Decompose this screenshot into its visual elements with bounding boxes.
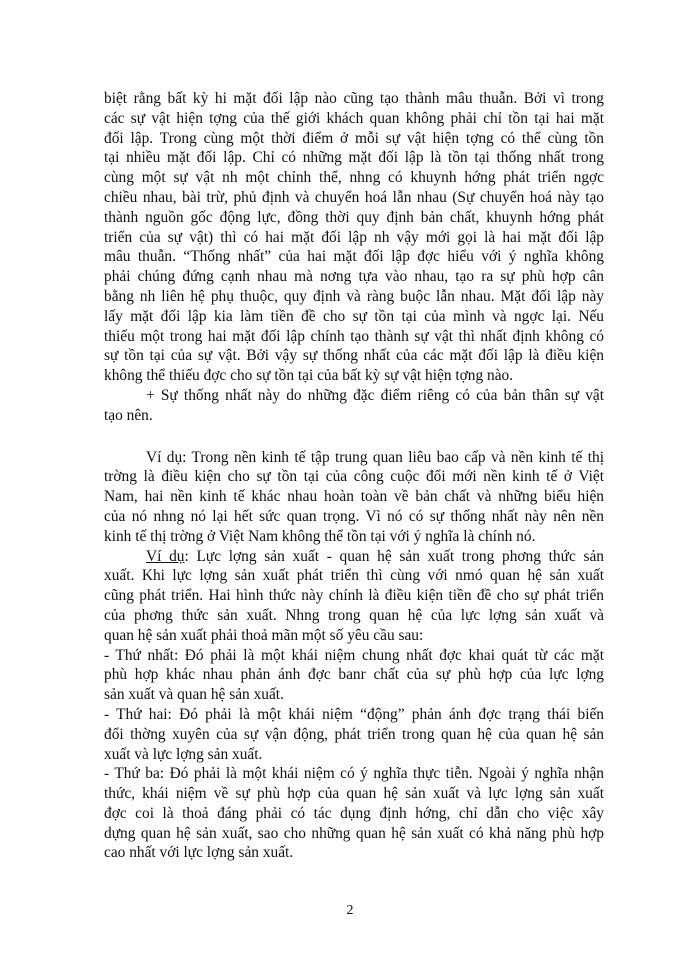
text-line: quan hệ sản xuất phải thoả mãn một số yêu cầu sau: xyxy=(104,626,424,644)
text-line: đợc coi là thoả đáng phải có tác dụng định hớng, chỉ dẫn cho việc xây xyxy=(104,804,604,822)
text-line xyxy=(104,547,604,567)
text-line: cũng phát triển. Hai hình thức này chính là điều kiện tiền đề cho sự phát triển xyxy=(104,587,604,605)
text-line: Nam, hai nền kinh tế khác nhau hoàn toàn về bản chất và những biểu hiện xyxy=(104,488,604,506)
paragraph-2 xyxy=(104,386,604,426)
text-line: cao nhất với lực lợng sản xuất. xyxy=(104,844,294,862)
paragraph-1 xyxy=(104,89,604,386)
text-line: lấy mặt đối lập kia làm tiền đề cho sự tồn tại của mình và ngợc lại. Nếu xyxy=(104,307,604,325)
text-line: chiều nhau, bài trừ, phủ định và chuyển hoá lẫn nhau (Sự chuyển hoá này tạo xyxy=(104,188,604,206)
text-line: + Sự thống nhất này do những đặc điểm riêng có của bản thân sự vật xyxy=(146,386,604,404)
text-line: - Thứ nhất: Đó phải là một khái niệm chung nhất đợc khai quát từ các mặt xyxy=(104,646,604,664)
text-line: kinh tế thị trờng ở Việt Nam không thể tồn tại với ý nghĩa là chính nó. xyxy=(104,527,536,545)
text-line: đổi thờng xuyên của sự vận động, phát triển trong quan hệ của quan hệ sản xyxy=(104,725,604,743)
text-line: mâu thuẫn. “Thống nhất” của hai mặt đối lập đợc hiểu với ý nghĩa không xyxy=(104,248,604,266)
text-line: đối lập. Trong cùng một thời điểm ở mỗi sự vật hiện tợng có thể cùng tồn xyxy=(104,129,604,147)
text-line: - Thứ hai: Đó phải là một khái niệm “động” phản ánh đợc trạng thái biến xyxy=(104,705,604,723)
paragraph-4 xyxy=(104,547,604,864)
text-line: tại nhiều mặt đối lập. Chỉ có những mặt đối lập là tồn tại thống nhất trong xyxy=(104,149,604,167)
example-text: : Lực lợng sản xuất - quan hệ sản xuất trong phơng thức sản xyxy=(184,547,604,565)
text-line: phù hợp khác nhau phản ánh đợc banr chất của sự phù hợp của lực lợng xyxy=(104,666,604,684)
text-line: tạo nên. xyxy=(104,406,153,424)
text-line: bằng nh liên hệ phụ thuộc, quy định và ràng buộc lẫn nhau. Mặt đối lập này xyxy=(104,287,604,305)
paragraph-3 xyxy=(104,448,604,547)
text-line: cùng một sự vật nh một chỉnh thể, nhng có khuynh hớng phát triển ngợc xyxy=(104,169,604,187)
body-text xyxy=(104,89,604,863)
text-line: Ví dụ: Trong nền kinh tế tập trung quan liêu bao cấp và nền kinh tế thị xyxy=(146,448,604,466)
text-line: trờng là điều kiện cho sự tồn tại của công cuộc đổi mới nền kinh tế ở Việt xyxy=(104,468,604,486)
text-line: thức, khái niệm về sự phù hợp của quan hệ sản xuất và lực lợng sản xuất xyxy=(104,785,604,803)
text-line: thành nguồn gốc động lực, đồng thời quy định bản chất, khuynh hớng phát xyxy=(104,208,604,226)
text-line: sự tồn tại của sự vật. Bởi vậy sự thống nhất của các mặt đối lập là điều kiện xyxy=(104,347,604,365)
page-number: 2 xyxy=(346,903,354,918)
text-line: của phơng thức sản xuất. Nhng trong quan hệ của lực lợng sản xuất và xyxy=(104,606,604,624)
text-line: không thể thiếu đợc cho sự tồn tại của bất kỳ sự vật hiện tợng nào. xyxy=(104,367,514,385)
text-line: xuất và lực lợng sản xuất. xyxy=(104,745,263,763)
text-line: thiếu một trong hai mặt đối lập chính tạo thành sự vật thì nhất định không có xyxy=(104,327,604,345)
text-line: của nó nhng nó lại hết sức quan trọng. Vì nó có sự thống nhất này nên nền xyxy=(104,507,604,525)
paragraph-spacer xyxy=(104,426,604,448)
text-line: biệt rằng bất kỳ hi mặt đối lập nào cũng tạo thành mâu thuẫn. Bởi vì trong xyxy=(104,90,604,107)
text-line: triển của sự vật) thì có hai mặt đối lập nh vậy mới gọi là hai mặt đối lập xyxy=(104,228,604,246)
text-line: phải chúng đứng cạnh nhau mà nơng tựa vào nhau, tạo ra sự phù hợp cân xyxy=(104,268,604,286)
example-label: Ví dụ xyxy=(146,547,185,565)
text-line: xuất. Khi lực lợng sản xuất phát triển thì cùng với nmó quan hệ sản xuất xyxy=(104,567,604,585)
text-line: dựng quan hệ sản xuất, sao cho những quan hệ sản xuất có khả năng phù hợp xyxy=(104,824,604,842)
text-line: các sự vật hiện tợng của thế giới khách quan không phải chỉ tồn tại hai mặt xyxy=(104,109,604,127)
text-line: sản xuất và quan hệ sản xuất. xyxy=(104,686,284,704)
text-line: - Thứ ba: Đó phải là một khái niệm có ý nghĩa thực tiễn. Ngoài ý nghĩa nhận xyxy=(104,765,604,783)
